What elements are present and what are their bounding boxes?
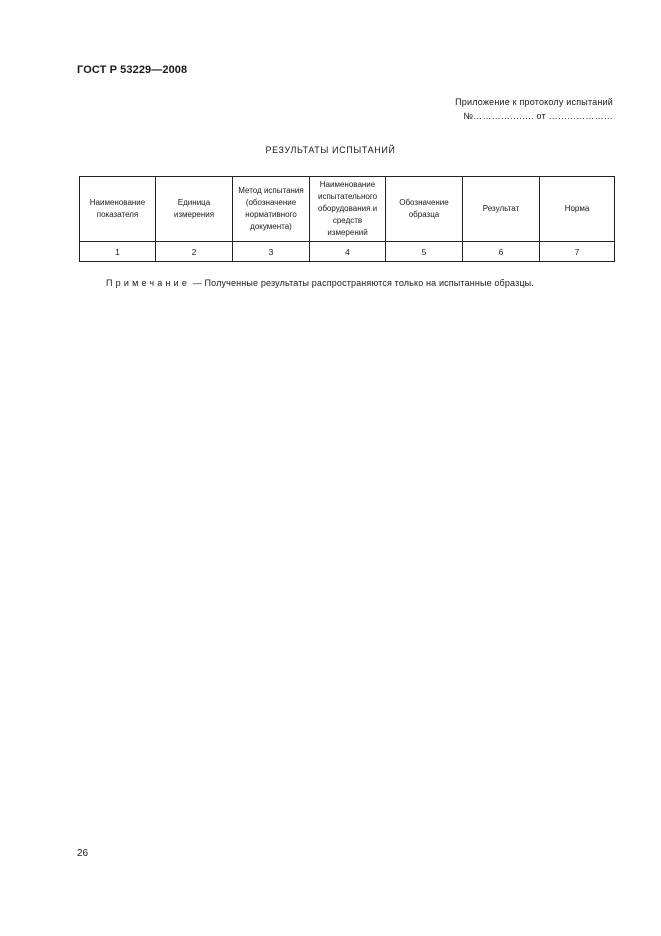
appendix-line-2: №…………….…. от ………………… [463, 111, 613, 121]
document-code: ГОСТ Р 53229—2008 [77, 64, 188, 76]
section-title: РЕЗУЛЬТАТЫ ИСПЫТАНИЙ [265, 145, 396, 155]
table-number-row [80, 242, 615, 262]
results-table [79, 176, 615, 262]
table-header-cell: Метод испытания (обозначение нормативного документа) [233, 177, 310, 242]
column-number-cell: 6 [463, 242, 540, 262]
column-number-cell: 7 [540, 242, 615, 262]
column-number-cell: 5 [386, 242, 463, 262]
appendix-reference [455, 95, 613, 123]
note-label: Примечание [106, 278, 191, 288]
note-text: — Полученные результаты распространяются только на испытанные образцы. [190, 278, 534, 288]
table-header-cell: Единица измерения [156, 177, 233, 242]
table-header-cell: Результат [463, 177, 540, 242]
appendix-line-1: Приложение к протоколу испытаний [455, 97, 613, 107]
table-header-row [80, 177, 615, 242]
column-number-cell: 3 [233, 242, 310, 262]
page-number: 26 [77, 848, 89, 859]
table-header-cell: Норма [540, 177, 615, 242]
column-number-cell: 2 [156, 242, 233, 262]
column-number-cell: 1 [80, 242, 156, 262]
table-header-cell: Обозначение образца [386, 177, 463, 242]
table-header-cell: Наименование испытательного оборудования и средств измерений [310, 177, 386, 242]
note [106, 278, 534, 288]
column-number-cell: 4 [310, 242, 386, 262]
table-header-cell: Наименование показателя [80, 177, 156, 242]
